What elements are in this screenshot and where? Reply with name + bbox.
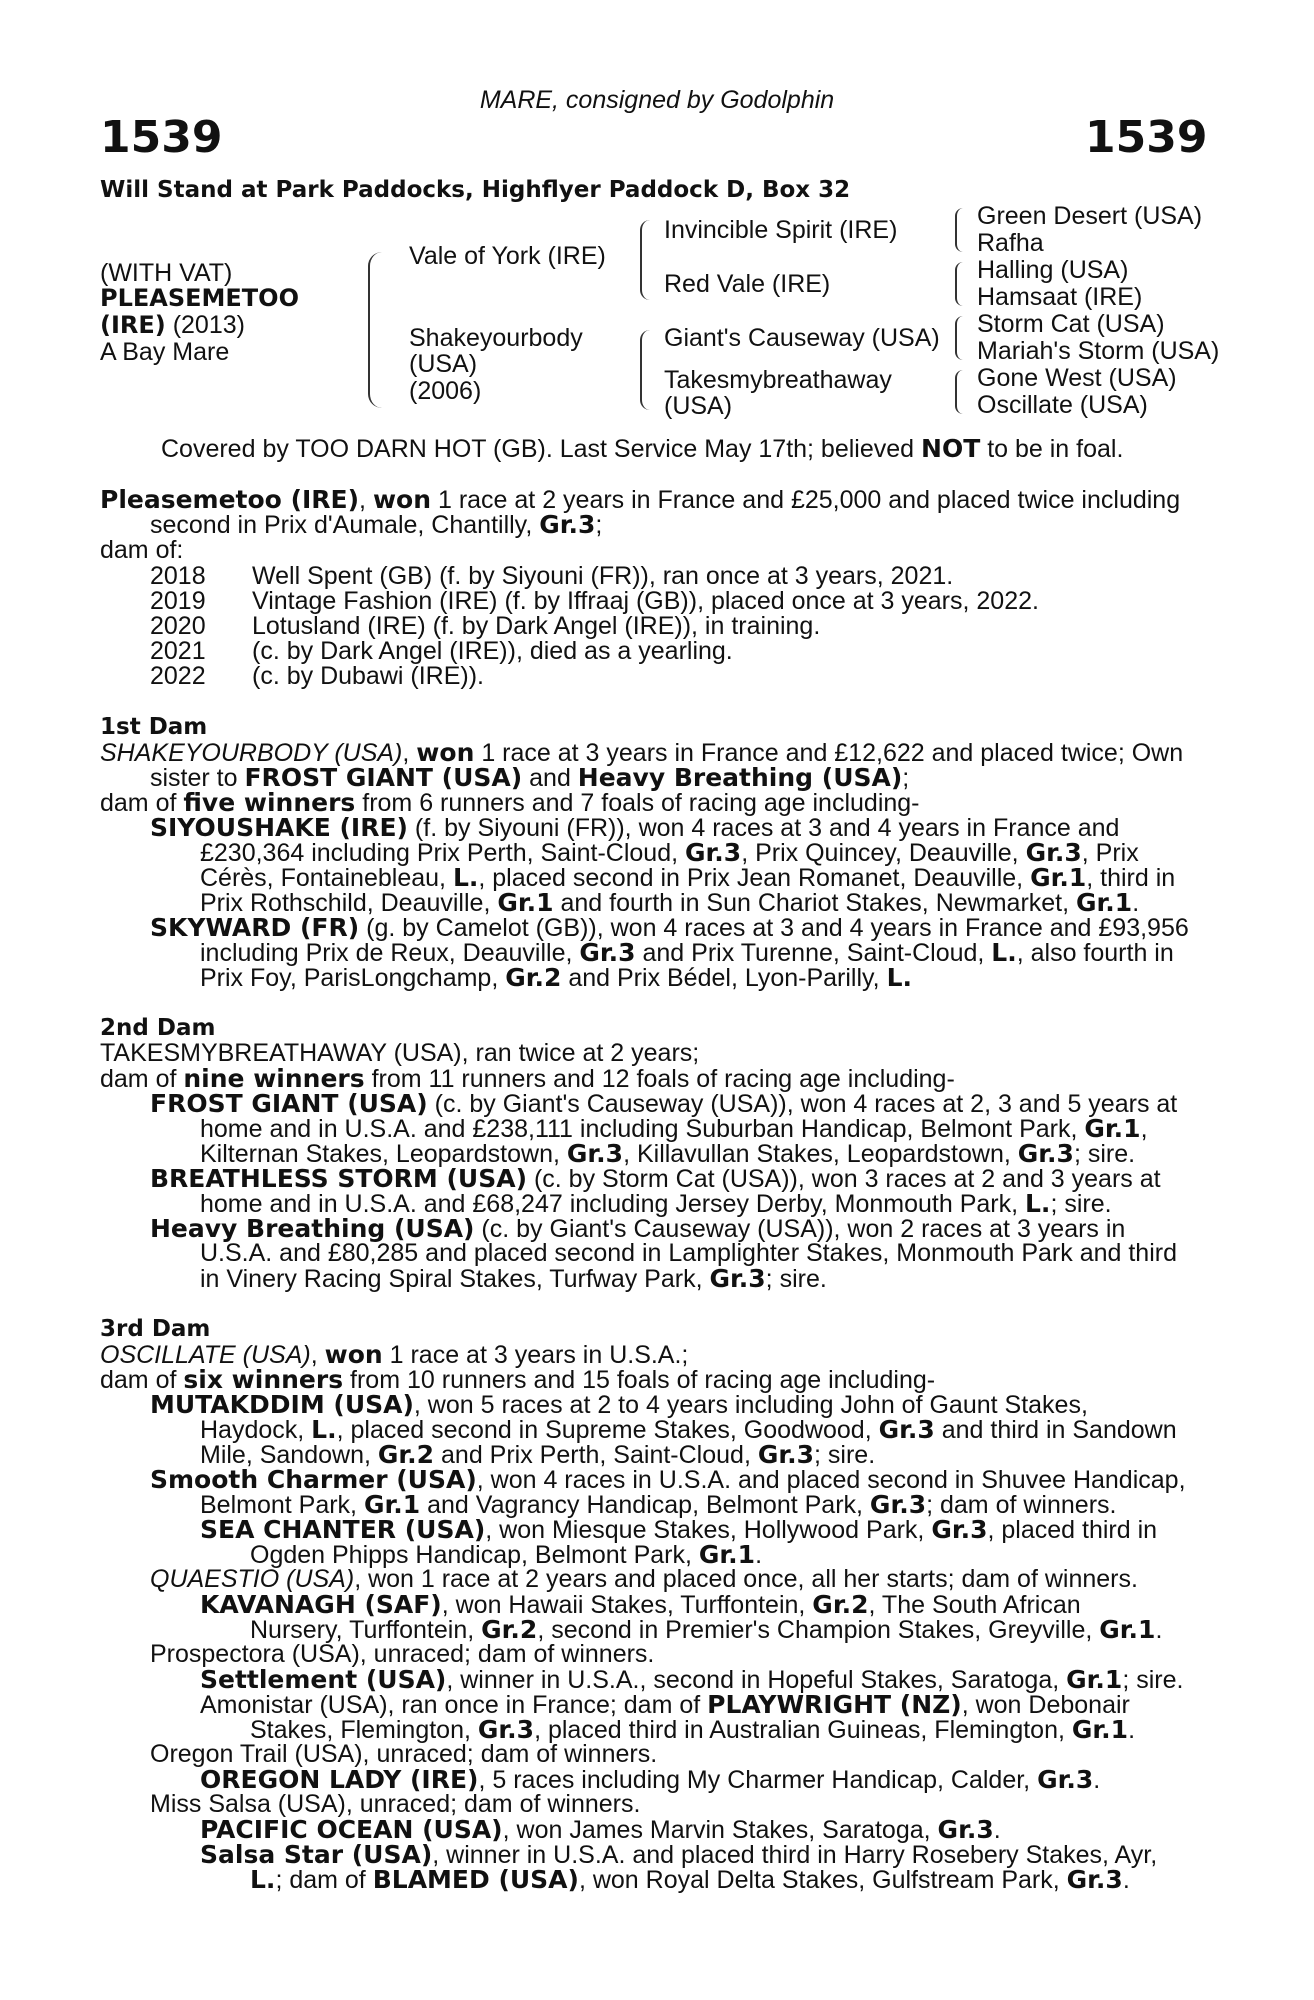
dam2-line-1: TAKESMYBREATHAWAY (USA), ran twice at 2 years; — [100, 1039, 700, 1067]
dam3-line-7: Belmont Park, Gr.1 and Vagrancy Handicap, Belmont Park, Gr.3; dam of winners. — [200, 1490, 1117, 1519]
section-heading: 2nd Dam — [100, 1015, 216, 1041]
dam-l3: (2006) — [409, 377, 482, 405]
dam3-line-2: dam of six winners from 10 runners and 15 foals of racing age including- — [100, 1365, 936, 1394]
dam3-line-18: OREGON LADY (IRE), 5 races including My Charmer Handicap, Calder, Gr.3. — [200, 1765, 1101, 1794]
dam-of-label: dam of: — [100, 536, 184, 564]
dam3-line-16: Stakes, Flemington, Gr.3, placed third in Australian Guineas, Flemington, Gr.1. — [250, 1715, 1136, 1744]
dam3-line-12: Nursery, Turffontein, Gr.2, second in Premier's Champion Stakes, Greyville, Gr.1. — [250, 1615, 1163, 1644]
dam-dam-sire: Gone West (USA) — [977, 364, 1177, 392]
sire-dam-dam: Hamsaat (IRE) — [977, 283, 1143, 311]
dam3-line-22: L.; dam of BLAMED (USA), won Royal Delta Stakes, Gulfstream Park, Gr.3. — [250, 1865, 1130, 1894]
produce-text: Lotusland (IRE) (f. by Dark Angel (IRE)), in training. — [252, 612, 821, 640]
horse-description: A Bay Mare — [100, 338, 230, 366]
dam3-line-9: Ogden Phipps Handicap, Belmont Park, Gr.1. — [250, 1540, 763, 1569]
brace-g3-4 — [955, 370, 965, 414]
brace-gen1 — [368, 252, 384, 408]
brace-sire — [640, 220, 652, 300]
dam2-line-9: U.S.A. and £80,285 and placed second in Lamplighter Stakes, Monmouth Park and third — [200, 1239, 1177, 1267]
produce-year: 2019 — [150, 587, 206, 615]
sire-sire-sire: Green Desert (USA) — [977, 202, 1203, 230]
dam1-line-7: Prix Rothschild, Deauville, Gr.1 and fourth in Sun Chariot Stakes, Newmarket, Gr.1. — [200, 888, 1140, 917]
dam-sire-sire: Storm Cat (USA) — [977, 310, 1165, 338]
section-heading: 3rd Dam — [100, 1316, 211, 1342]
produce-year: 2021 — [150, 637, 206, 665]
dam-l2: (USA) — [409, 350, 478, 378]
brace-g3-3 — [955, 316, 965, 360]
dam-l1: Shakeyourbody — [409, 324, 583, 352]
dam-sire-dam: Mariah's Storm (USA) — [977, 337, 1220, 365]
sire-sire: Invincible Spirit (IRE) — [664, 216, 898, 244]
horse-name: PLEASEMETOO — [100, 284, 299, 312]
dam2-line-3: FROST GIANT (USA) (c. by Giant's Causeway (USA)), won 4 races at 2, 3 and 5 years at — [150, 1089, 1178, 1118]
consignor-line: MARE, consigned by Godolphin — [479, 86, 835, 114]
dam1-line-4: SIYOUSHAKE (IRE) (f. by Siyouni (FR)), won 4 races at 3 and 4 years in France and — [150, 813, 1120, 842]
dam3-line-13: Prospectora (USA), unraced; dam of winners. — [150, 1640, 655, 1668]
dam3-line-19: Miss Salsa (USA), unraced; dam of winners. — [150, 1790, 641, 1818]
produce-text: (c. by Dubawi (IRE)). — [252, 662, 484, 690]
produce-year: 2018 — [150, 562, 206, 590]
dam-dam-dam: Oscillate (USA) — [977, 391, 1148, 419]
dam2-line-8: Heavy Breathing (USA) (c. by Giant's Causeway (USA)), won 2 races at 3 years in — [150, 1214, 1126, 1243]
dam3-line-14: Settlement (USA), winner in U.S.A., second in Hopeful Stakes, Saratoga, Gr.1; sire. — [200, 1665, 1184, 1694]
dam-dam-l1: Takesmybreathaway — [664, 366, 892, 394]
dam3-line-20: PACIFIC OCEAN (USA), won James Marvin Stakes, Saratoga, Gr.3. — [200, 1815, 1001, 1844]
dam3-line-8: SEA CHANTER (USA), won Miesque Stakes, Hollywood Park, Gr.3, placed third in — [200, 1515, 1158, 1544]
mare-line-2: second in Prix d'Aumale, Chantilly, Gr.3; — [150, 510, 603, 539]
dam3-line-3: MUTAKDDIM (USA), won 5 races at 2 to 4 years including John of Gaunt Stakes, — [150, 1390, 1088, 1419]
dam1-line-10: Prix Foy, ParisLongchamp, Gr.2 and Prix Bédel, Lyon-Parilly, L. — [200, 963, 912, 992]
dam2-line-4: home and in U.S.A. and £238,111 including Suburban Handicap, Belmont Park, Gr.1, — [200, 1114, 1148, 1143]
dam3-line-21: Salsa Star (USA), winner in U.S.A. and placed third in Harry Rosebery Stakes, Ayr, — [200, 1840, 1158, 1869]
lot-number-left: 1539 — [100, 112, 223, 163]
dam-sire: Giant's Causeway (USA) — [664, 324, 940, 352]
stand-location: Will Stand at Park Paddocks, Highflyer Paddock D, Box 32 — [100, 177, 851, 203]
dam3-line-11: KAVANAGH (SAF), won Hawaii Stakes, Turffontein, Gr.2, The South African — [200, 1590, 1081, 1619]
dam-dam-l2: (USA) — [664, 392, 733, 420]
horse-origin-year: (IRE) (2013) — [100, 311, 245, 339]
produce-year: 2022 — [150, 662, 206, 690]
dam3-line-15: Amonistar (USA), ran once in France; dam of PLAYWRIGHT (NZ), won Debonair — [200, 1690, 1130, 1719]
dam1-line-6: Cérès, Fontainebleau, L., placed second in Prix Jean Romanet, Deauville, Gr.1, third in — [200, 863, 1176, 892]
vat-note: (WITH VAT) — [100, 259, 233, 287]
brace-g3-1 — [955, 208, 965, 252]
dam2-line-6: BREATHLESS STORM (USA) (c. by Storm Cat (USA)), won 3 races at 2 and 3 years at — [150, 1164, 1161, 1193]
dam1-line-8: SKYWARD (FR) (g. by Camelot (GB)), won 4 races at 3 and 4 years in France and £93,956 — [150, 913, 1189, 942]
dam1-line-9: including Prix de Reux, Deauville, Gr.3 and Prix Turenne, Saint-Cloud, L., also fourth in — [200, 938, 1174, 967]
produce-text: (c. by Dark Angel (IRE)), died as a yearling. — [252, 637, 733, 665]
dam3-line-10: QUAESTIO (USA), won 1 race at 2 years and placed once, all her starts; dam of winners. — [150, 1565, 1138, 1593]
sire-sire-dam: Rafha — [977, 229, 1044, 257]
section-heading: 1st Dam — [100, 714, 208, 740]
dam3-line-6: Smooth Charmer (USA), won 4 races in U.S.A. and placed second in Shuvee Handicap, — [150, 1465, 1186, 1494]
dam1-line-2: sister to FROST GIANT (USA) and Heavy Breathing (USA); — [150, 763, 910, 792]
dam3-line-5: Mile, Sandown, Gr.2 and Prix Perth, Saint-Cloud, Gr.3; sire. — [200, 1440, 876, 1469]
brace-g3-2 — [955, 262, 965, 306]
produce-year: 2020 — [150, 612, 206, 640]
dam3-line-4: Haydock, L., placed second in Supreme Stakes, Goodwood, Gr.3 and third in Sandown — [200, 1415, 1177, 1444]
dam2-line-7: home and in U.S.A. and £68,247 including Jersey Derby, Monmouth Park, L.; sire. — [200, 1189, 1112, 1218]
dam1-line-3: dam of five winners from 6 runners and 7 foals of racing age including- — [100, 788, 920, 817]
produce-text: Well Spent (GB) (f. by Siyouni (FR)), ran once at 3 years, 2021. — [252, 562, 954, 590]
covering-note: Covered by TOO DARN HOT (GB). Last Service May 17th; believed NOT to be in foal. — [161, 434, 1124, 463]
dam1-line-5: £230,364 including Prix Perth, Saint-Cloud, Gr.3, Prix Quincey, Deauville, Gr.3, Prix — [200, 838, 1139, 867]
dam2-line-2: dam of nine winners from 11 runners and 12 foals of racing age including- — [100, 1064, 955, 1093]
dam3-line-17: Oregon Trail (USA), unraced; dam of winners. — [150, 1740, 658, 1768]
sire-dam-sire: Halling (USA) — [977, 256, 1129, 284]
dam1-line-1: SHAKEYOURBODY (USA), won 1 race at 3 years in France and £12,622 and placed twice; Own — [100, 738, 1184, 767]
sire-dam: Red Vale (IRE) — [664, 270, 831, 298]
brace-dam — [640, 330, 652, 410]
mare-line-1: Pleasemetoo (IRE), won 1 race at 2 years in France and £25,000 and placed twice including — [100, 485, 1181, 514]
dam3-line-1: OSCILLATE (USA), won 1 race at 3 years in U.S.A.; — [100, 1340, 689, 1369]
lot-number-right: 1539 — [1085, 112, 1208, 163]
dam2-line-5: Kilternan Stakes, Leopardstown, Gr.3, Killavullan Stakes, Leopardstown, Gr.3; sire. — [200, 1139, 1136, 1168]
dam2-line-10: in Vinery Racing Spiral Stakes, Turfway Park, Gr.3; sire. — [200, 1264, 827, 1293]
sire: Vale of York (IRE) — [409, 242, 606, 270]
produce-text: Vintage Fashion (IRE) (f. by Iffraaj (GB)), placed once at 3 years, 2022. — [252, 587, 1039, 615]
